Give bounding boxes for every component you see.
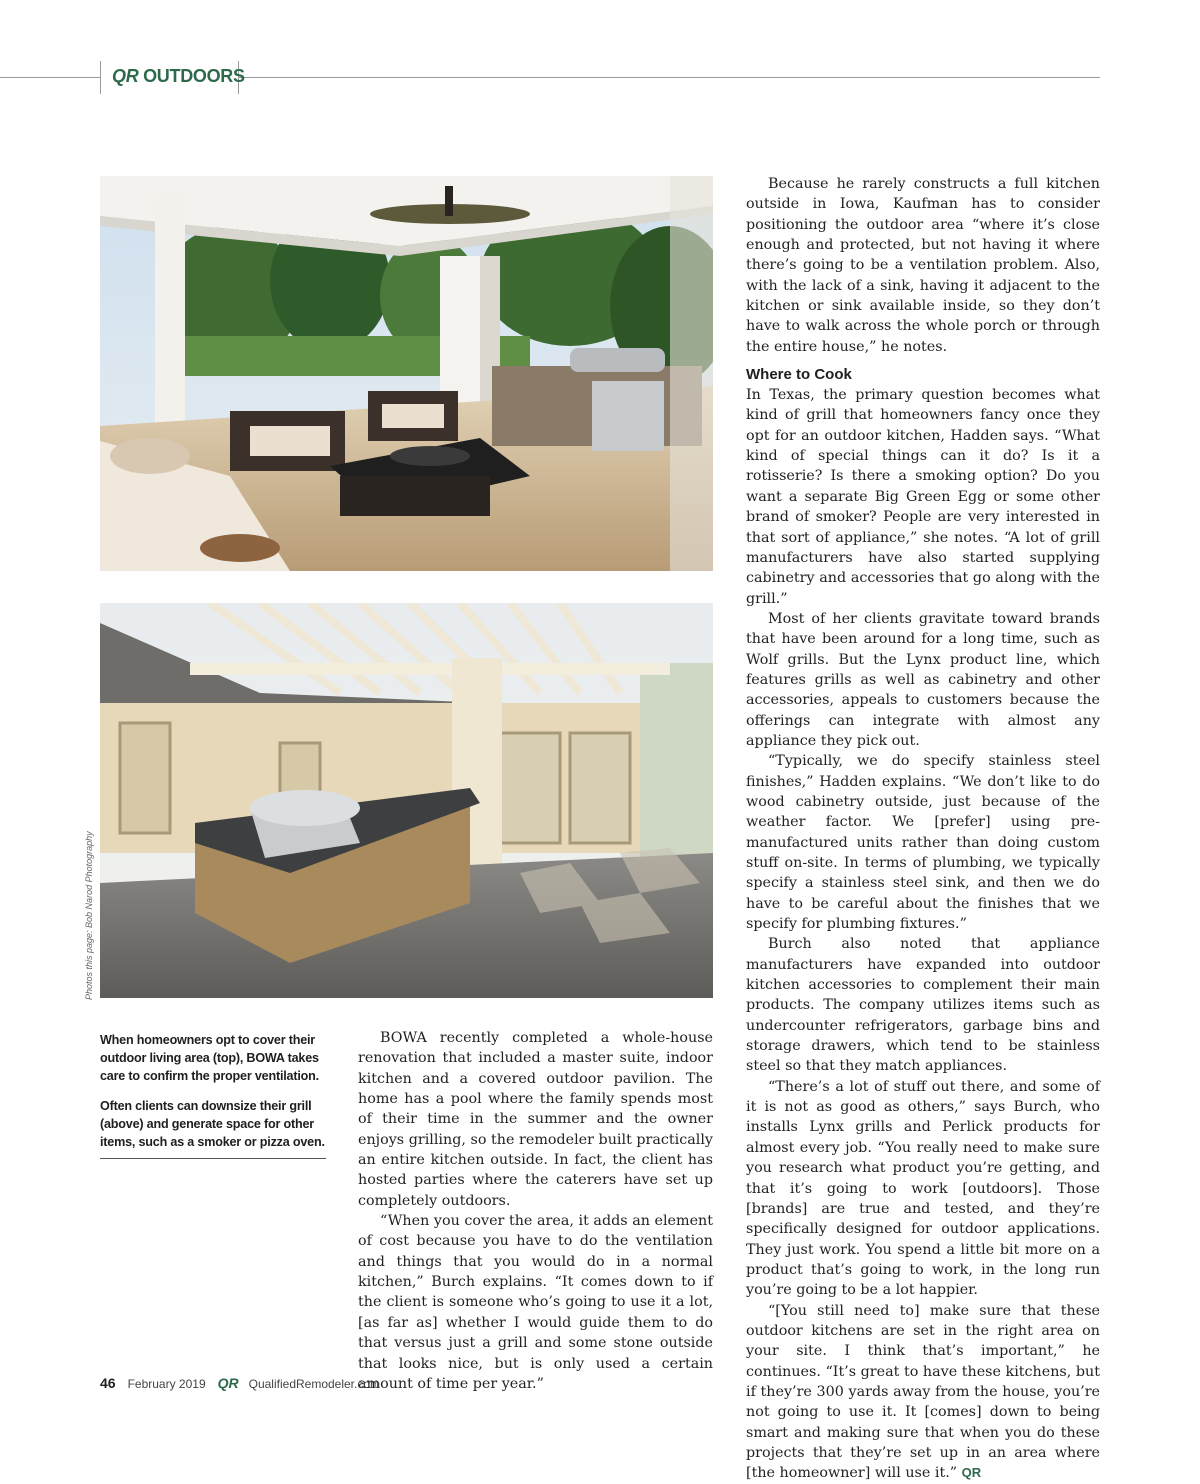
page-number: 46 — [100, 1375, 116, 1391]
article-column-right — [746, 174, 1100, 1484]
final-paragraph-text: “[You still need to] make sure that these outdoor kitchens are set in the right area on your site. I think that’s important,” he continues. “It’s great to have these kitchens, but if they’re 300 yards away from the house, you’re not going to use it. It [comes] down to being smart and making sure that when you do these projects that they’re set up in an area where [the homeowner] will use it.” — [746, 1302, 1100, 1482]
subhead-where-to-cook: Where to Cook — [746, 366, 852, 384]
section-label — [112, 66, 245, 87]
section-label-prefix: QR — [112, 66, 139, 86]
article-paragraph: In Texas, the primary question becomes what kind of grill that homeowners fancy once they opt for an outdoor kitchen, Hadden says. “What kind of special things can it do? Is it a rotisserie? Is there a smoking option? Do you want a separate Big Green Egg or some other brand of smoker? People are very interested in that sort of appliance,” she notes. “A lot of grill manufacturers have also started supplying cabinetry and accessories that go along with the grill.” — [746, 387, 1100, 607]
header-rule-left — [0, 77, 100, 78]
article-column-middle — [358, 1028, 713, 1394]
page-footer — [100, 1375, 380, 1391]
article-paragraph: Because he rarely constructs a full kitchen outside in Iowa, Kaufman has to consider positioning the outdoor area “where it’s close enough and protected, but not having it where there’s going to be a ventilation problem. Also, with the lack of a sink, having it adjacent to the kitchen or sink available inside, so they don’t have to walk across the whole porch or through the entire house,” he notes. — [746, 176, 1100, 355]
photo-outdoor-kitchen — [100, 603, 713, 998]
article-paragraph: “Typically, we do specify stainless steel finishes,” Hadden explains. “We don’t like to do wood cabinetry outside, just because of the weather factor. We [prefer] using pre-manufactured units rather than doing custom stuff on-site. In terms of plumbing, we typically specify a stainless steel sink, and then we do have to be careful about the finishes that we specify for plumbing fixtures.” — [746, 753, 1100, 933]
article-paragraph-final — [746, 1301, 1100, 1484]
photo-credit: Photos this page: Bob Narod Photography — [84, 831, 94, 1000]
article-paragraph: Most of her clients gravitate toward brands that have been around for a long time, such as Wolf grills. But the Lynx product line, which features grills as well as cabinetry and other accessories, appeals to customers because the offerings can integrate with almost any appliance they pick out. — [746, 610, 1100, 749]
magazine-logo: QR — [217, 1375, 239, 1391]
website-url: QualifiedRemodeler.com — [248, 1377, 381, 1391]
caption-top-photo: When homeowners opt to cover their outdoor living area (top), BOWA takes care to confirm the proper ventilation. — [100, 1033, 319, 1083]
caption-bottom-photo: Often clients can downsize their grill (above) and generate space for other items, such as a smoker or pizza oven. — [100, 1099, 325, 1149]
header-rule-right — [237, 77, 1100, 78]
article-paragraph: Burch also noted that appliance manufacturers have expanded into outdoor kitchen accessories to complement their main products. The company utilizes items such as undercounter refrigerators, garbage bins and storage drawers, which tend to be stainless steel so that they match appliances. — [746, 936, 1100, 1075]
photo-captions — [100, 1031, 326, 1163]
photo-covered-patio-illustration — [100, 176, 713, 571]
article-paragraph: “When you cover the area, it adds an element of cost because you have to do the ventilation and things that you would do in a normal kitchen,” Burch explains. “It comes down to if the client is someone who’s going to use it a lot, [as far as] whether I would guide them to do that versus just a grill and some stone outside that looks nice, but is only used a certain amount of time per year.” — [358, 1213, 713, 1392]
photo-covered-patio — [100, 176, 713, 571]
issue-date: February 2019 — [127, 1377, 206, 1391]
section-label-text: OUTDOORS — [143, 66, 245, 86]
article-paragraph: BOWA recently completed a whole-house renovation that included a master suite, indoor kitchen and a covered outdoor pavilion. The home has a pool where the family spends most of their time in the summer and the owner enjoys grilling, so the remodeler built practically an entire kitchen outside. In fact, the client has hosted parties where the caterers have set up completely outdoors. — [358, 1030, 713, 1209]
photo-outdoor-kitchen-illustration — [100, 603, 713, 998]
caption-rule — [100, 1158, 326, 1159]
article-paragraph: “There’s a lot of stuff out there, and some of it is not as good as others,” says Burch, who installs Lynx grills and Perlick products for almost every job. “You really need to make sure you research what product you’re getting, and that it’s going to work [outdoors]. Those [brands] are true and tested, and they’re specifically designed for outdoor applications. They just work. You spend a little bit more on a product that’s going to work, in the long run you’re going to be a lot happier. — [746, 1078, 1100, 1299]
end-mark: QR — [961, 1465, 982, 1481]
